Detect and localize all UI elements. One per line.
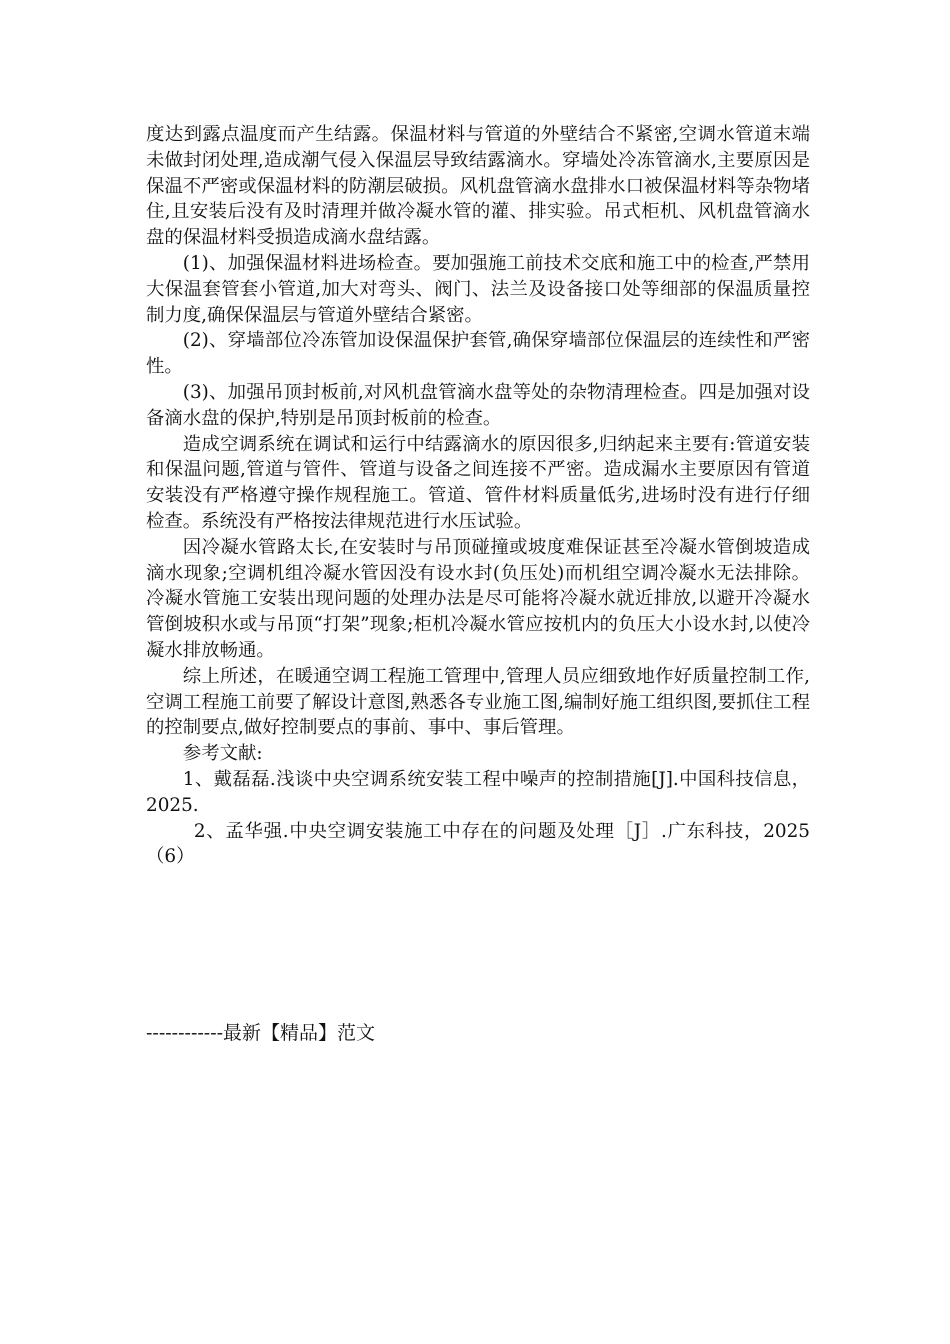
paragraph-leak-causes: 造成空调系统在调试和运行中结露滴水的原因很多,归纳起来主要有:管道安装和保温问题,管道与管件、管道与设备之间连接不严密。造成漏水主要原因有管道安装没有严格遵守操作规程施工。管道、管件材料质量低劣,进场时没有进行仔细检查。系统没有严格按法律规范进行水压试验。 bbox=[146, 433, 810, 532]
footer-banner: ------------最新【精品】范文 bbox=[146, 1022, 376, 1044]
references-heading: 参考文献: bbox=[182, 743, 263, 765]
paragraph-condensate-pipe: 因冷凝水管路太长,在安装时与吊顶碰撞或坡度难保证甚至冷凝水管倒坡造成滴水现象;空调机组冷凝水管因没有设水封(负压处)而机组空调冷凝水无法排除。冷凝水管施工安装出现问题的处理办法是尽可能将冷凝水就近排放,以避开冷凝水管倒坡积水或与吊顶“打架”现象;柜机冷凝水管应按机内的负压大小设水封,以使冷凝水排放畅通。 bbox=[146, 536, 810, 661]
reference-item-2: 2、孟华强.中央空调安装施工中存在的问题及处理［J］.广东科技，2025（6） bbox=[146, 820, 810, 868]
paragraph-continuation: 度达到露点温度而产生结露。保温材料与管道的外壁结合不紧密,空调水管道末端未做封闭处理,造成潮气侵入保温层导致结露滴水。穿墙处冷冻管滴水,主要原因是保温不严密或保温材料的防潮层破损。风机盘管滴水盘排水口被保温材料等杂物堵住,且安装后没有及时清理并做冷凝水管的灌、排实验。吊式柜机、风机盘管滴水盘的保温材料受损造成滴水盘结露。 bbox=[146, 124, 810, 249]
body-text bbox=[146, 122, 810, 870]
paragraph-conclusion: 综上所述，在暖通空调工程施工管理中,管理人员应细致地作好质量控制工作,空调工程施工前要了解设计意图,熟悉各专业施工图,编制好施工组织图,要抓住工程的控制要点,做好控制要点的事前、事中、事后管理。 bbox=[146, 665, 810, 739]
reference-item-1: 1、戴磊磊.浅谈中央空调系统安装工程中噪声的控制措施[J].中国科技信息，2025. bbox=[146, 768, 810, 816]
paragraph-measure-2: (2)、穿墙部位冷冻管加设保温保护套管,确保穿墙部位保温层的连续性和严密性。 bbox=[146, 330, 810, 378]
paragraph-measure-1: (1)、加强保温材料进场检查。要加强施工前技术交底和施工中的检查,严禁用大保温套管套小管道,加大对弯头、阀门、法兰及设备接口处等细部的保温质量控制力度,确保保温层与管道外壁结合紧密。 bbox=[146, 252, 810, 326]
paragraph-measure-3: (3)、加强吊顶封板前,对风机盘管滴水盘等处的杂物清理检查。四是加强对设备滴水盘的保护,特别是吊顶封板前的检查。 bbox=[146, 381, 810, 429]
